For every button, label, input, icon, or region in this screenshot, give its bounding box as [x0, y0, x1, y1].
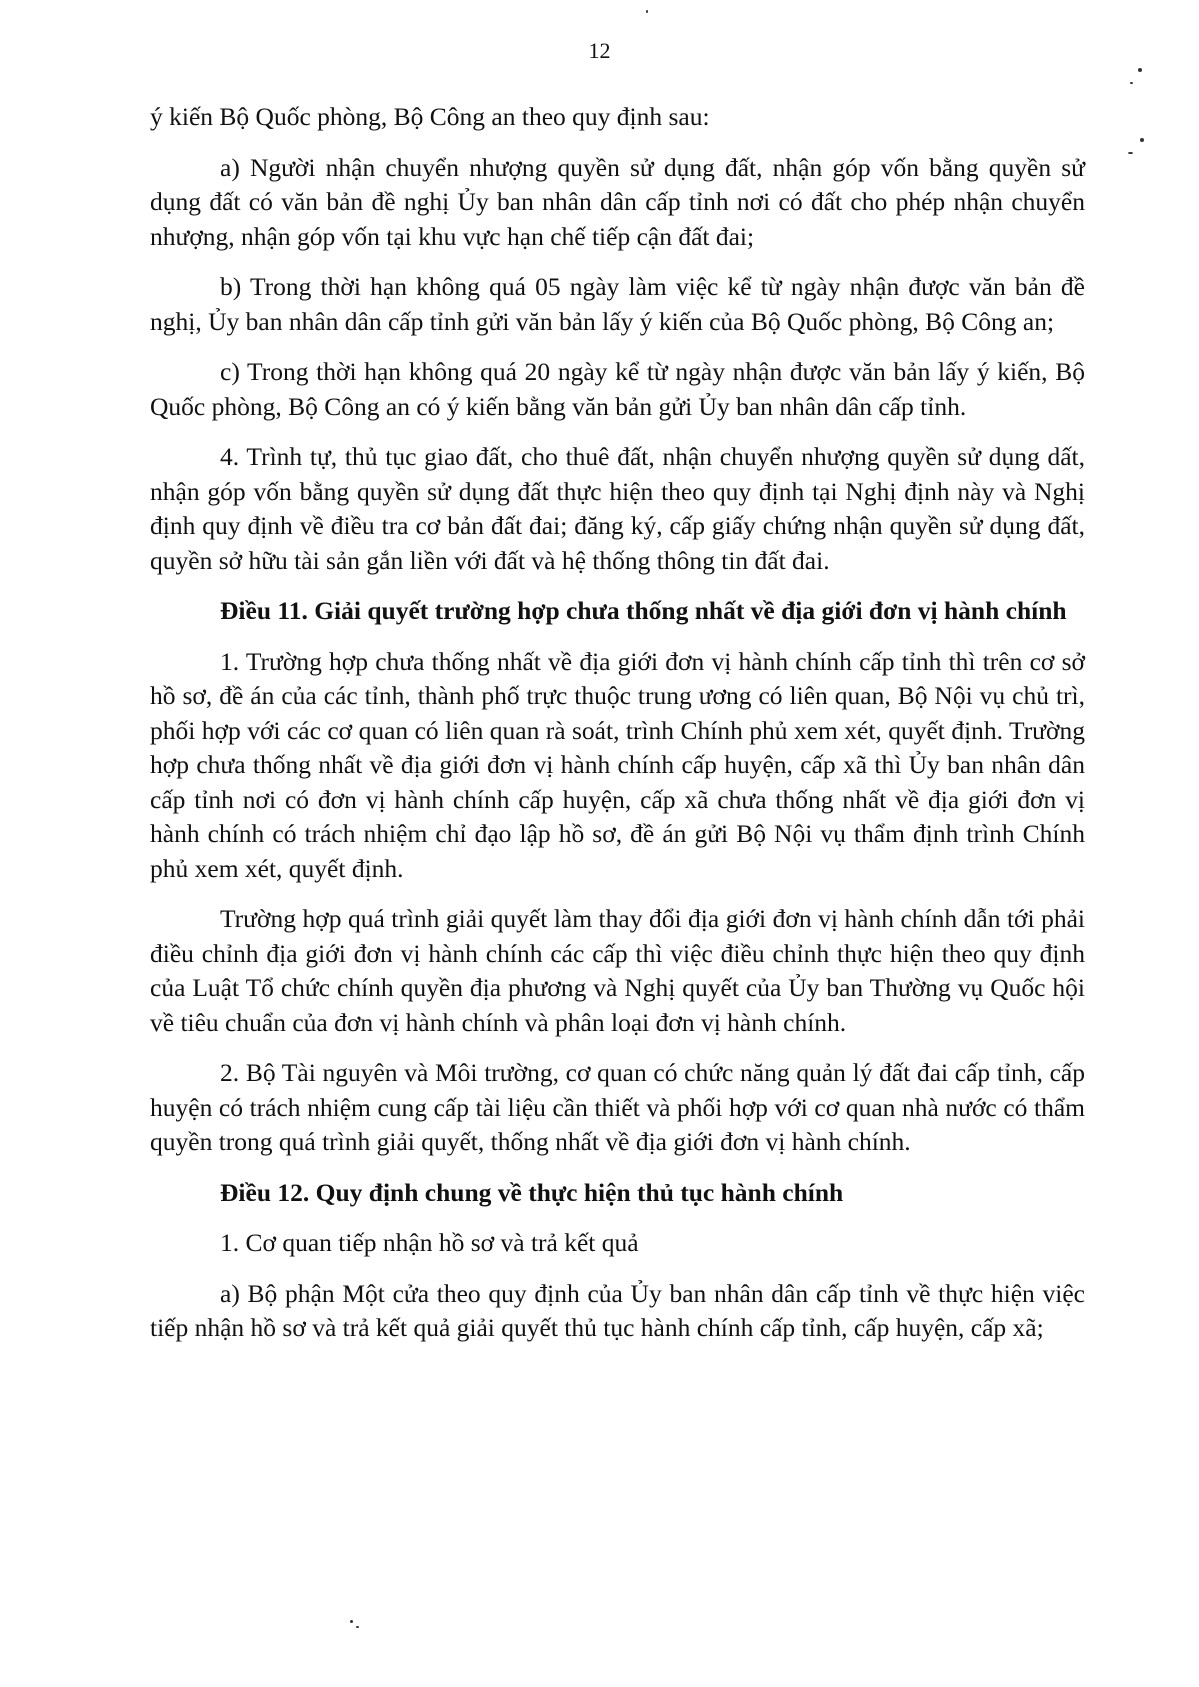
article-11-clause-1: 1. Trường hợp chưa thống nhất về địa giới đơn vị hành chính cấp tỉnh thì trên cơ sở hồ sơ, đề án của các tỉnh, thành phố trực thuộc trung ương có liên quan, Bộ Nội vụ chủ trì, phối hợp với các cơ quan có liên quan rà soát, trình Chính phủ xem xét, quyết định. Trường hợp chưa thống nhất về địa giới đơn vị hành chính cấp huyện, cấp xã thì Ủy ban nhân dân cấp tỉnh nơi có đơn vị hành chính cấp huyện, cấp xã chưa thống nhất về địa giới đơn vị hành chính có trách nhiệm chỉ đạo lập hồ sơ, đề án gửi Bộ Nội vụ thẩm định trình Chính phủ xem xét, quyết định. [150, 646, 1085, 883]
scan-speck [1130, 82, 1133, 84]
scan-speck [1128, 152, 1133, 154]
scan-speck [1140, 138, 1144, 142]
scan-speck [1138, 68, 1142, 72]
paragraph-item-c: c) Trong thời hạn không quá 20 ngày kể từ ngày nhận được văn bản lấy ý kiến, Bộ Quốc phòng, Bộ Công an có ý kiến bằng văn bản gửi Ủy ban nhân dân cấp tỉnh. [150, 357, 1085, 421]
scan-speck [356, 1626, 359, 1628]
article-12-item-a: a) Bộ phận Một cửa theo quy định của Ủy ban nhân dân cấp tỉnh về thực hiện việc tiếp nhận hồ sơ và trả kết quả giải quyết thủ tục hành chính cấp tỉnh, cấp huyện, cấp xã; [150, 1278, 1085, 1342]
document-body [150, 100, 1085, 1362]
page-number: 12 [588, 38, 611, 63]
paragraph-item-a: a) Người nhận chuyển nhượng quyền sử dụng đất, nhận góp vốn bằng quyền sử dụng đất có văn bản đề nghị Ủy ban nhân dân cấp tỉnh nơi có đất cho phép nhận chuyển nhượng, nhận góp vốn tại khu vực hạn chế tiếp cận đất đai; [150, 152, 1085, 251]
scan-speck [646, 10, 648, 13]
paragraph-clause-4: 4. Trình tự, thủ tục giao đất, cho thuê đất, nhận chuyển nhượng quyền sử dụng dất, nhận góp vốn bằng quyền sử dụng đất thực hiện theo quy định tại Nghị định này và Nghị định quy định về điều tra cơ bản đất đai; đăng ký, cấp giấy chứng nhận quyền sử dụng đất, quyền sở hữu tài sản gắn liền với đất và hệ thống thông tin đất đai. [150, 442, 1085, 575]
paragraph-item-b: b) Trong thời hạn không quá 05 ngày làm việc kể từ ngày nhận được văn bản đề nghị, Ủy ban nhân dân cấp tỉnh gửi văn bản lấy ý kiến của Bộ Quốc phòng, Bộ Công an; [150, 272, 1085, 336]
article-11-clause-1-continued: Trường hợp quá trình giải quyết làm thay đổi địa giới đơn vị hành chính dẫn tới phải điều chỉnh địa giới đơn vị hành chính các cấp thì việc điều chỉnh thực hiện theo quy định của Luật Tổ chức chính quyền địa phương và Nghị quyết của Ủy ban Thường vụ Quốc hội về tiêu chuẩn của đơn vị hành chính và phân loại đơn vị hành chính. [150, 904, 1085, 1037]
paragraph-continuation: ý kiến Bộ Quốc phòng, Bộ Công an theo quy định sau: [150, 102, 710, 131]
scan-speck [350, 1620, 353, 1623]
article-11-heading: Điều 11. Giải quyết trường hợp chưa thống nhất về địa giới đơn vị hành chính [220, 596, 1067, 625]
article-12-clause-1: 1. Cơ quan tiếp nhận hồ sơ và trả kết quả [220, 1228, 639, 1257]
article-12-heading: Điều 12. Quy định chung về thực hiện thủ tục hành chính [220, 1177, 844, 1207]
article-11-clause-2: 2. Bộ Tài nguyên và Môi trường, cơ quan có chức năng quản lý đất đai cấp tỉnh, cấp huyện có trách nhiệm cung cấp tài liệu cần thiết và phối hợp với cơ quan nhà nước có thẩm quyền trong quá trình giải quyết, thống nhất về địa giới đơn vị hành chính. [150, 1058, 1085, 1156]
